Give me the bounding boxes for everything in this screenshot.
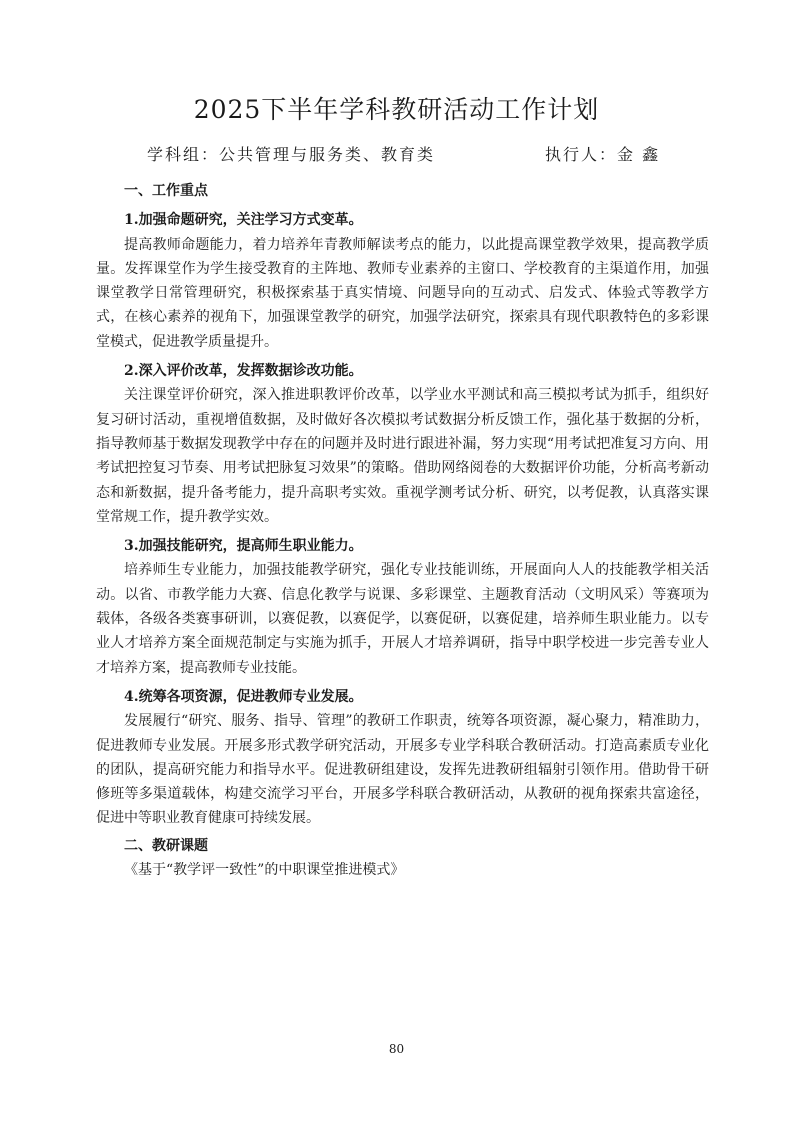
item-heading: 2.深入评价改革，发挥数据诊改功能。	[124, 363, 363, 380]
page-number: 80	[388, 1042, 405, 1056]
document-title: 2025下半年学科教研活动工作计划	[193, 95, 600, 124]
item-paragraph: 关注课堂评价研究，深入推进职教评价改革，以学业水平测试和高三模拟考试为抓手，组织好复习研讨活动，重视增值数据，及时做好各次模拟考试数据分析反馈工作，强化基于数据的分析，指导教师基于数据发现教学中存在的问题并及时进行跟进补漏，努力实现“用考试把准复习方向、用考试把控复习节奏、用考试把脉复习效果”的策略。借助网络阅卷的大数据评价功能，分析高考新动态和新数据，提升备考能力，提升高职考实效。重视学测考试分析、研究，以考促教，认真落实课堂常规工作，提升教学实效。	[96, 387, 709, 525]
section-heading: 一、工作重点	[124, 183, 208, 199]
item-heading: 4.统筹各项资源，促进教师专业发展。	[124, 688, 363, 705]
item-heading: 1.加强命题研究，关注学习方式变革。	[124, 212, 363, 229]
item-paragraph: 提高教师命题能力，着力培养年青教师解读考点的能力，以此提高课堂教学效果，提高教学质量。发挥课堂作为学生接受教育的主阵地、教师专业素养的主窗口、学校教育的主渠道作用，加强课堂教学日常管理研究，积极探索基于真实情境、问题导向的互动式、启发式、体验式等教学方式，在核心素养的视角下，加强课堂教学的研究，加强学法研究，探索具有现代职教特色的多彩课堂模式，促进教学质量提升。	[96, 236, 709, 350]
item-heading: 3.加强技能研究，提高师生职业能力。	[124, 538, 363, 555]
item-paragraph: 培养师生专业能力，加强技能教学研究，强化专业技能训练，开展面向人人的技能教学相关活动。以省、市教学能力大赛、信息化教学与说课、多彩课堂、主题教育活动（文明风采）等赛项为载体，各级各类赛事研训，以赛促教，以赛促学，以赛促研，以赛促建，培养师生职业能力。以专业人才培养方案全面规范制定与实施为抓手，开展人才培养调研，指导中职学校进一步完善专业人才培养方案，提高教师专业技能。	[96, 562, 709, 676]
subject-group: 学科组：公共管理与服务类、教育类	[147, 145, 436, 164]
section-heading: 二、教研课题	[124, 837, 208, 854]
item-paragraph: 发展履行“研究、服务、指导、管理”的教研工作职责，统筹各项资源，凝心聚力，精准助力，促进教师专业发展。开展多形式教学研究活动，开展多专业学科联合教研活动。打造高素质专业化的团队，提高研究能力和指导水平。促进教研组建设，发挥先进教研组辐射引领作用。借助骨干研修班等多渠道载体，构建交流学习平台，开展多学科联合教研活动，从教研的视角探索共富途径，促进中等职业教育健康可持续发展。	[96, 713, 709, 827]
executor: 执行人：金 鑫	[545, 145, 661, 164]
research-topic: 《基于“教学评一致性”的中职课堂推进模式》	[124, 862, 405, 879]
document-body	[96, 176, 709, 882]
